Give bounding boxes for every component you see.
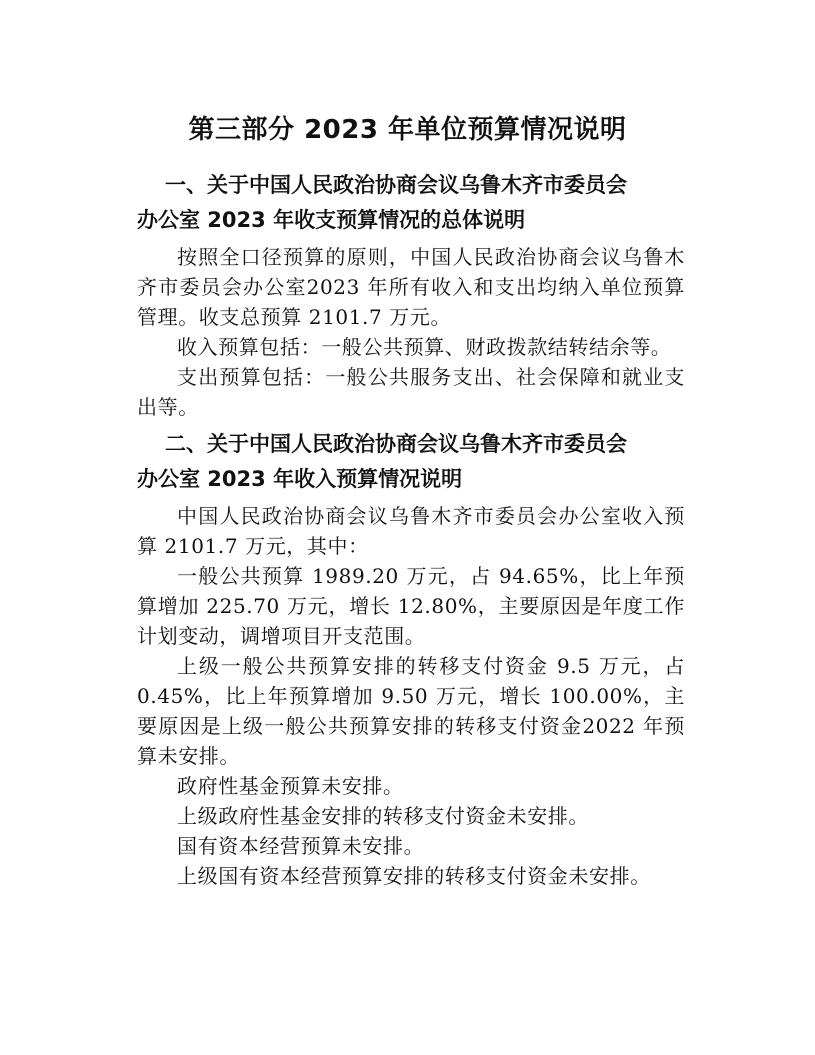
section-heading-2 xyxy=(137,427,685,497)
section-heading-1 xyxy=(137,168,685,238)
paragraph: 政府性基金预算未安排。 xyxy=(177,774,404,798)
section-heading-1-line1: 一、关于中国人民政治协商会议乌鲁木齐市委员会 xyxy=(165,173,627,197)
paragraph: 一般公共预算 1989.20 万元，占 94.65%，比上年预算增加 225.70 万元，增长 12.80%，主要原因是年度工作计划变动，调增项目开支范围。 xyxy=(137,564,685,648)
section-heading-1-line2: 办公室 2023 年收支预算情况的总体说明 xyxy=(137,208,526,232)
page-title: 第三部分 2023 年单位预算情况说明 xyxy=(188,115,627,145)
paragraph: 按照全口径预算的原则，中国人民政治协商会议乌鲁木齐市委员会办公室2023 年所有收入和支出均纳入单位预算管理。收支总预算 2101.7 万元。 xyxy=(137,245,685,329)
paragraph: 上级政府性基金安排的转移支付资金未安排。 xyxy=(177,804,589,828)
section-heading-2-line2: 办公室 2023 年收入预算情况说明 xyxy=(137,467,463,491)
paragraph: 上级一般公共预算安排的转移支付资金 9.5 万元，占 0.45%，比上年预算增加 9.50 万元，增长 100.00%，主要原因是上级一般公共预算安排的转移支付资金2022 年预算未安排。 xyxy=(137,654,685,768)
document-body xyxy=(137,168,685,891)
paragraph: 上级国有资本经营预算安排的转移支付资金未安排。 xyxy=(177,864,651,888)
section-heading-2-line1: 二、关于中国人民政治协商会议乌鲁木齐市委员会 xyxy=(165,432,627,456)
paragraph: 支出预算包括：一般公共服务支出、社会保障和就业支出等。 xyxy=(137,365,685,419)
paragraph: 中国人民政治协商会议乌鲁木齐市委员会办公室收入预算 2101.7 万元，其中： xyxy=(137,504,685,558)
paragraph: 收入预算包括：一般公共预算、财政拨款结转结余等。 xyxy=(177,335,672,359)
paragraph: 国有资本经营预算未安排。 xyxy=(177,834,425,858)
